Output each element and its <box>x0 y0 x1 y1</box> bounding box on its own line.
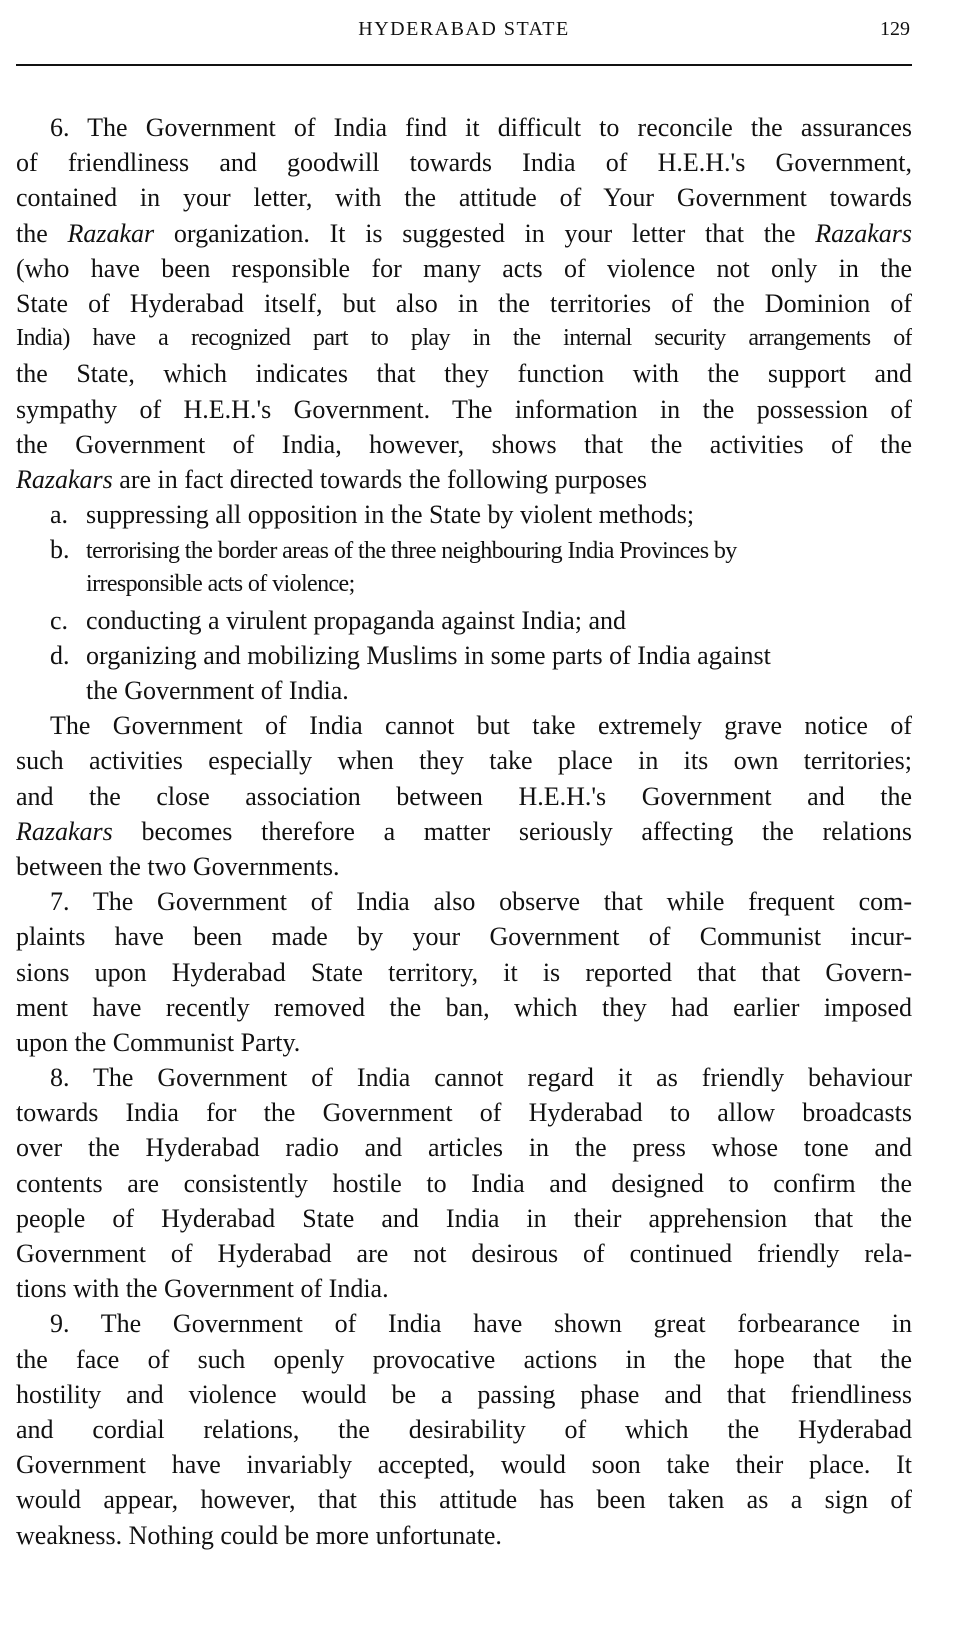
text-line: hostility and violence would be a passing phase and that friendliness <box>16 1379 912 1409</box>
header-rule <box>16 64 912 66</box>
text-line: 8. The Government of India cannot regard it as friendly behaviour <box>50 1063 912 1093</box>
text-line: such activities especially when they take place in its own territories; <box>16 746 912 776</box>
text-line: sympathy of H.E.H.'s Government. The information in the possession of <box>16 394 912 424</box>
text-line: towards India for the Government of Hyderabad to allow broadcasts <box>16 1098 912 1128</box>
text-line: over the Hyderabad radio and articles in the press whose tone and <box>16 1133 912 1163</box>
paragraph-6-continued <box>16 708 912 884</box>
purposes-list <box>16 497 912 708</box>
text-line: upon the Communist Party. <box>16 1027 301 1057</box>
text-line: contained in your letter, with the attitude of Your Government towards <box>16 183 912 213</box>
list-item-continuation: irresponsible acts of violence; <box>86 571 355 598</box>
text-line: Government of Hyderabad are not desirous of continued friendly rela- <box>16 1239 912 1268</box>
list-marker: b. <box>50 535 70 565</box>
body-text <box>16 110 912 1553</box>
text-line: the face of such openly provocative actions in the hope that the <box>16 1344 912 1374</box>
list-item: b. terrorising the border areas of the three neighbouring India Provinces by <box>16 532 912 567</box>
razakars-term: Razakars <box>16 816 113 846</box>
text-line: plaints have been made by your Government of Communist incur- <box>16 922 912 952</box>
paragraph-7 <box>16 884 912 1060</box>
book-page <box>16 0 912 1635</box>
text-line: weakness. Nothing could be more unfortunate. <box>16 1520 502 1550</box>
text-line: contents are consistently hostile to India and designed to confirm the <box>16 1168 912 1198</box>
list-marker: a. <box>50 500 69 530</box>
text-line: State of Hyderabad itself, but also in the territories of the Dominion of <box>16 288 912 318</box>
text-line: the Razakar organization. It is suggested in your letter that the Razakars <box>16 218 912 248</box>
razakars-term: Razakars <box>815 218 912 248</box>
running-title: HYDERABAD STATE <box>358 18 570 40</box>
text-line: Government have invariably accepted, would soon take their place. It <box>16 1450 912 1480</box>
text-line: people of Hyderabad State and India in their apprehension that the <box>16 1203 912 1233</box>
text-line: would appear, however, that this attitude has been taken as a sign of <box>16 1485 912 1515</box>
paragraph-8 <box>16 1060 912 1306</box>
paragraph-9 <box>16 1306 912 1552</box>
text-line: Razakars are in fact directed towards the following purposes <box>16 464 648 494</box>
razakar-term: Razakar <box>67 218 155 248</box>
text-line: (who have been responsible for many acts of violence not only in the <box>16 253 912 283</box>
text-line: and the close association between H.E.H.'s Government and the <box>16 781 912 811</box>
running-head <box>16 16 912 46</box>
paragraph-6 <box>16 110 912 497</box>
text-line: tions with the Government of India. <box>16 1274 389 1304</box>
page-number: 129 <box>880 18 910 40</box>
list-item: a. suppressing all opposition in the State by violent methods; <box>16 497 912 532</box>
text-line: and cordial relations, the desirability of which the Hyderabad <box>16 1414 912 1444</box>
razakars-term: Razakars <box>16 464 113 494</box>
list-item-continuation: the Government of India. <box>86 676 349 705</box>
list-marker: d. <box>50 640 70 670</box>
text-line: between the two Governments. <box>16 851 340 881</box>
text-line: sions upon Hyderabad State territory, it is reported that that Govern- <box>16 957 912 987</box>
text-line: the Government of India, however, shows that the activities of the <box>16 429 912 459</box>
text-line: ment have recently removed the ban, which they had earlier imposed <box>16 992 912 1022</box>
list-marker: c. <box>50 605 69 635</box>
list-item: d. organizing and mobilizing Muslims in some parts of India against <box>16 638 912 673</box>
text-line: the State, which indicates that they function with the support and <box>16 359 912 389</box>
text-line: 9. The Government of India have shown great forbearance in <box>50 1309 912 1339</box>
text-line: 7. The Government of India also observe that while frequent com- <box>50 887 912 917</box>
text-line: of friendliness and goodwill towards India of H.E.H.'s Government, <box>16 148 912 178</box>
list-item: c. conducting a virulent propaganda against India; and <box>16 603 912 638</box>
text-line: India) have a recognized part to play in the internal security arrangements of <box>16 325 912 352</box>
text-line: Razakars becomes therefore a matter seriously affecting the relations <box>16 816 912 846</box>
text-line: The Government of India cannot but take extremely grave notice of <box>50 711 912 741</box>
text-line: 6. The Government of India find it difficult to reconcile the assurances <box>50 113 912 142</box>
